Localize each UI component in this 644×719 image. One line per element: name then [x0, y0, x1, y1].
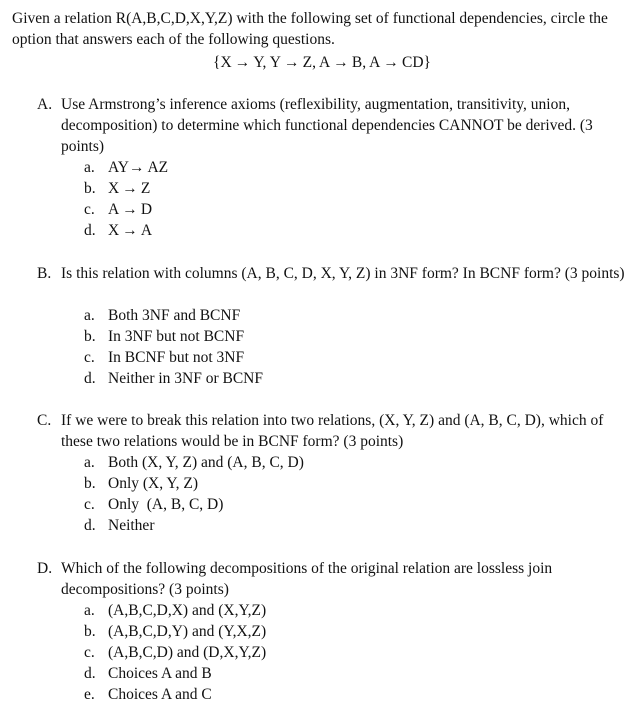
option-b[interactable] — [0, 473, 644, 494]
option-c[interactable] — [0, 199, 644, 220]
option-text: X → A — [108, 222, 153, 239]
question-letter: C. — [37, 412, 52, 429]
option-letter: d. — [84, 517, 96, 534]
option-letter: b. — [84, 328, 96, 345]
option-letter: c. — [84, 644, 95, 661]
option-a[interactable] — [0, 600, 644, 621]
functional-dependencies: {X → Y, Y → Z, A → B, A → CD} — [213, 54, 431, 71]
option-text: Only (A, B, C, D) — [108, 496, 224, 513]
option-letter: a. — [84, 454, 95, 471]
option-letter: c. — [84, 201, 95, 218]
option-text: Neither — [108, 517, 155, 534]
option-letter: d. — [84, 665, 96, 682]
option-e[interactable] — [0, 684, 644, 705]
question-letter: A. — [37, 96, 53, 113]
option-text: Both 3NF and BCNF — [108, 307, 241, 324]
option-c[interactable] — [0, 347, 644, 368]
question-text: Which of the following decompositions of the original relation are lossless join decompositions? (3 points) — [61, 560, 553, 598]
option-letter: e. — [84, 686, 95, 703]
option-b[interactable] — [0, 621, 644, 642]
option-text: Choices A and B — [108, 665, 212, 682]
option-d[interactable] — [0, 663, 644, 684]
option-text: Choices A and C — [108, 686, 212, 703]
intro-text: Given a relation R(A,B,C,D,X,Y,Z) with the following set of functional dependencies, circle the option that answers each of the following questions. — [12, 10, 608, 48]
option-a[interactable] — [0, 305, 644, 326]
question-letter: D. — [37, 560, 53, 577]
option-letter: b. — [84, 180, 96, 197]
option-letter: d. — [84, 222, 96, 239]
option-text: In 3NF but not BCNF — [108, 328, 245, 345]
option-a[interactable] — [0, 452, 644, 473]
question-letter: B. — [37, 265, 52, 282]
option-d[interactable] — [0, 515, 644, 536]
option-text: Both (X, Y, Z) and (A, B, C, D) — [108, 454, 304, 471]
option-letter: c. — [84, 349, 95, 366]
option-letter: c. — [84, 496, 95, 513]
question-text: Is this relation with columns (A, B, C, D, X, Y, Z) in 3NF form? In BCNF form? (3 points) — [61, 265, 625, 282]
option-letter: a. — [84, 159, 95, 176]
option-text: (A,B,C,D,Y) and (Y,X,Z) — [108, 623, 267, 640]
option-text: (A,B,C,D,X) and (X,Y,Z) — [108, 602, 267, 619]
option-text: Neither in 3NF or BCNF — [108, 370, 263, 387]
option-text: A → D — [108, 201, 153, 218]
question-text: Use Armstrong’s inference axioms (reflexibility, augmentation, transitivity, union, decomposition) to determine which functional dependencies CANNOT be derived. (3 points) — [61, 96, 593, 155]
option-text: (A,B,C,D) and (D,X,Y,Z) — [108, 644, 267, 661]
option-letter: b. — [84, 623, 96, 640]
option-c[interactable] — [0, 642, 644, 663]
option-d[interactable] — [0, 220, 644, 241]
question-text: If we were to break this relation into two relations, (X, Y, Z) and (A, B, C, D), which of these two relations would be in BCNF form? (3 points) — [61, 412, 604, 450]
option-letter: a. — [84, 602, 95, 619]
option-text: AY→ AZ — [108, 159, 169, 176]
option-text: Only (X, Y, Z) — [108, 475, 198, 492]
option-letter: a. — [84, 307, 95, 324]
option-letter: d. — [84, 370, 96, 387]
option-a[interactable] — [0, 157, 644, 178]
option-text: In BCNF but not 3NF — [108, 349, 245, 366]
option-letter: b. — [84, 475, 96, 492]
option-b[interactable] — [0, 178, 644, 199]
option-b[interactable] — [0, 326, 644, 347]
option-text: X → Z — [108, 180, 151, 197]
option-c[interactable] — [0, 494, 644, 515]
option-d[interactable] — [0, 368, 644, 389]
